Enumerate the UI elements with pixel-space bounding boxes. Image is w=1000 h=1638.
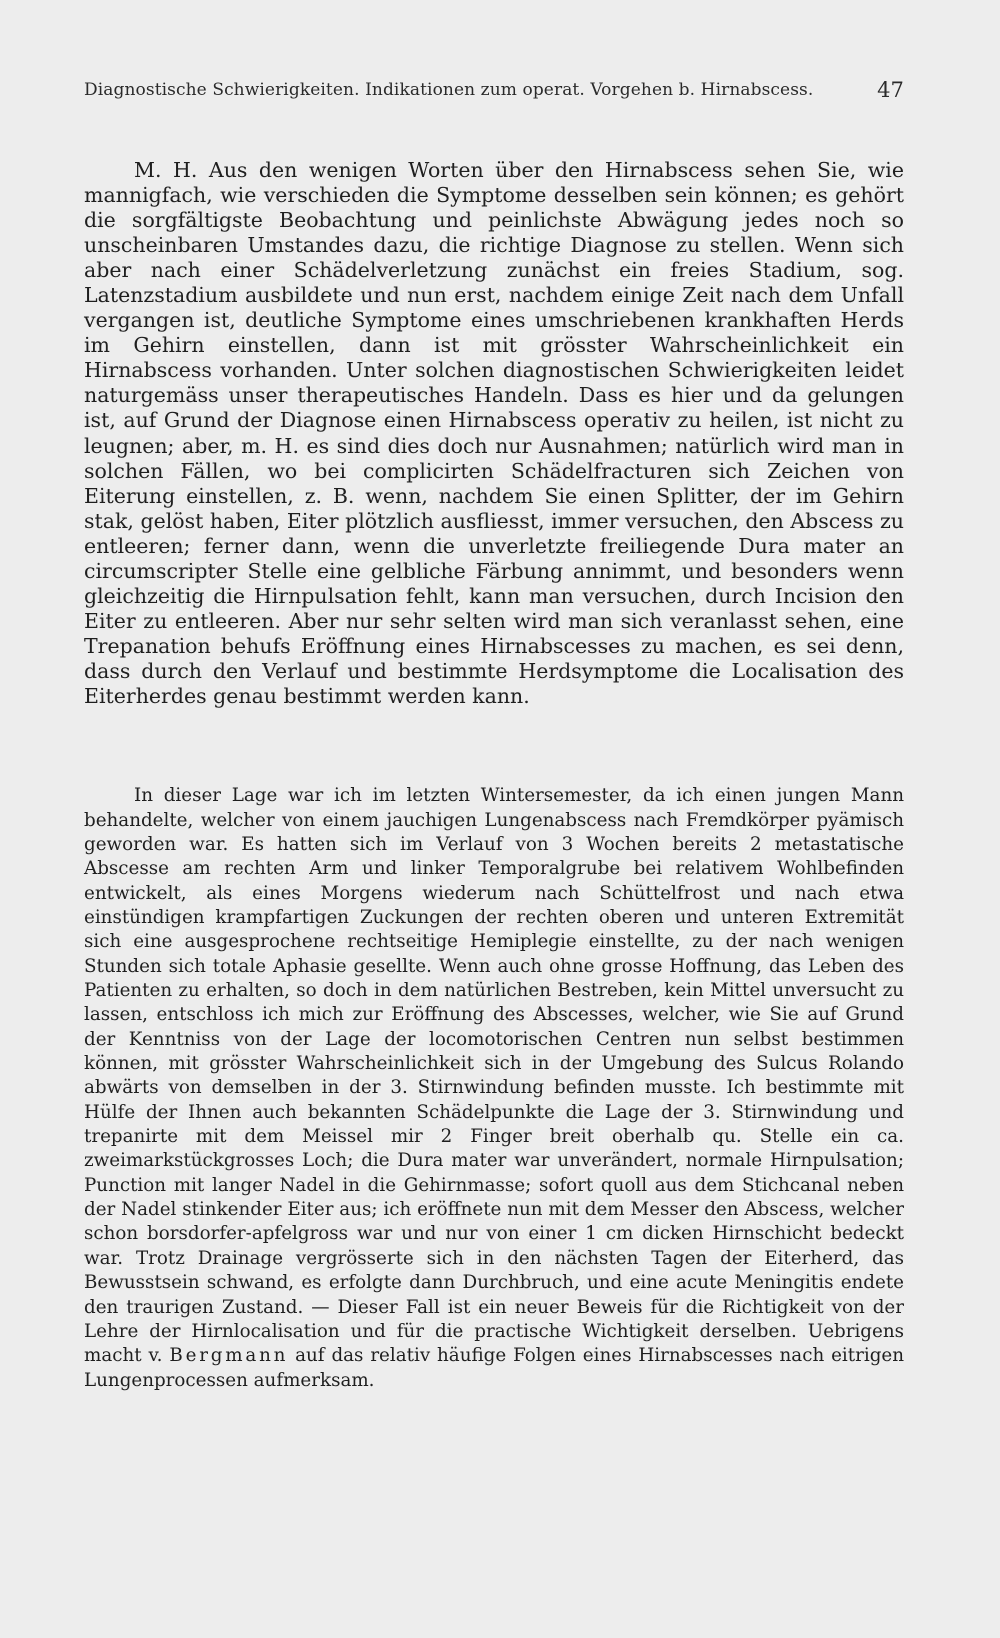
running-title: Diagnostische Schwierigkeiten. Indikationen zum operat. Vorgehen b. Hirnabscess. <box>84 80 814 100</box>
paragraph-1: M. H. Aus den wenigen Worten über den Hirnabscess sehen Sie, wie mannigfach, wie verschieden die Symptome desselben sein können; es gehört die sorgfältigste Beobachtung und peinlichste Abwägung jedes noch so unscheinbaren Umstandes dazu, die richtige Diagnose zu stellen. Wenn sich aber nach einer Schädelverletzung zunächst ein freies Stadium, sog. Latenzstadium ausbildete und nun erst, nachdem einige Zeit nach dem Unfall vergangen ist, deutliche Symptome eines umschriebenen krankhaften Herds im Gehirn einstellen, dann ist mit grösster Wahrscheinlichkeit ein Hirnabscess vorhanden. Unter solchen diagnostischen Schwierigkeiten leidet naturgemäss unser therapeutisches Handeln. Dass es hier und da gelungen ist, auf Grund der Diagnose einen Hirnabscess operativ zu heilen, ist nicht zu leugnen; aber, m. H. es sind dies doch nur Ausnahmen; natürlich wird man in solchen Fällen, wo bei complicirten Schädelfracturen sich Zeichen von Eiterung einstellen, z. B. wenn, nachdem Sie einen Splitter, der im Gehirn stak, gelöst haben, Eiter plötzlich ausfliesst, immer versuchen, den Abscess zu entleeren; ferner dann, wenn die unverletzte freiliegende Dura mater an circumscripter Stelle eine gelbliche Färbung annimmt, und besonders wenn gleichzeitig die Hirnpulsation fehlt, kann man versuchen, durch Incision den Eiter zu entleeren. Aber nur sehr selten wird man sich veranlasst sehen, eine Trepanation behufs Eröffnung eines Hirnabscesses zu machen, es sei denn, dass durch den Verlauf und bestimmte Herdsymptome die Localisation des Eiterherdes genau bestimmt werden kann. <box>84 157 904 709</box>
page-number: 47 <box>877 78 904 102</box>
paragraph-2 <box>84 784 904 1393</box>
paragraph-2-text-after: auf das relativ häufige Folgen eines Hirnabscesses nach eitrigen Lungenprocessen aufmerksam. <box>84 1345 904 1391</box>
running-header <box>84 80 904 100</box>
paragraph-2-text-before: In dieser Lage war ich im letzten Wintersemester, da ich einen jungen Mann behandelte, welcher von einem jauchigen Lungenabscess nach Fremdkörper pyämisch geworden war. Es hatten sich im Verlauf von 3 Wochen bereits 2 metastatische Abscesse am rechten Arm und linker Temporalgrube bei relativem Wohlbefinden entwickelt, als eines Morgens wiederum nach Schüttelfrost und nach etwa einstündigen krampfartigen Zuckungen der rechten oberen und unteren Extremität sich eine ausgesprochene rechtseitige Hemiplegie einstellte, zu der nach wenigen Stunden sich totale Aphasie gesellte. Wenn auch ohne grosse Hoffnung, das Leben des Patienten zu erhalten, so doch in dem natürlichen Bestreben, kein Mittel unversucht zu lassen, entschloss ich mich zur Eröffnung des Abscesses, welcher, wie Sie auf Grund der Kenntniss von der Lage der locomotorischen Centren nun selbst bestimmen können, mit grösster Wahrscheinlichkeit sich in der Umgebung des Sulcus Rolando abwärts von demselben in der 3. Stirnwindung befinden musste. Ich bestimmte mit Hülfe der Ihnen auch bekannten Schädelpunkte die Lage der 3. Stirnwindung und trepanirte mit dem Meissel mir 2 Finger breit oberhalb qu. Stelle ein ca. zweimarkstückgrosses Loch; die Dura mater war unverändert, normale Hirnpulsation; Punction mit langer Nadel in die Gehirnmasse; sofort quoll aus dem Stichcanal neben der Nadel stinkender Eiter aus; ich eröffnete nun mit dem Messer den Abscess, welcher schon borsdorfer-apfelgross war und nur von einer 1 cm dicken Hirnschicht bedeckt war. Trotz Drainage vergrösserte sich in den nächsten Tagen der Eiterherd, das Bewusstsein schwand, es erfolgte dann Durchbruch, und eine acute Meningitis endete den traurigen Zustand. — Dieser Fall ist ein neuer Beweis für die Richtigkeit von der Lehre der Hirnlocalisation und für die practische Wichtigkeit derselben. Uebrigens macht v. <box>84 785 904 1367</box>
spaced-name-bergmann: Bergmann <box>169 1345 289 1367</box>
